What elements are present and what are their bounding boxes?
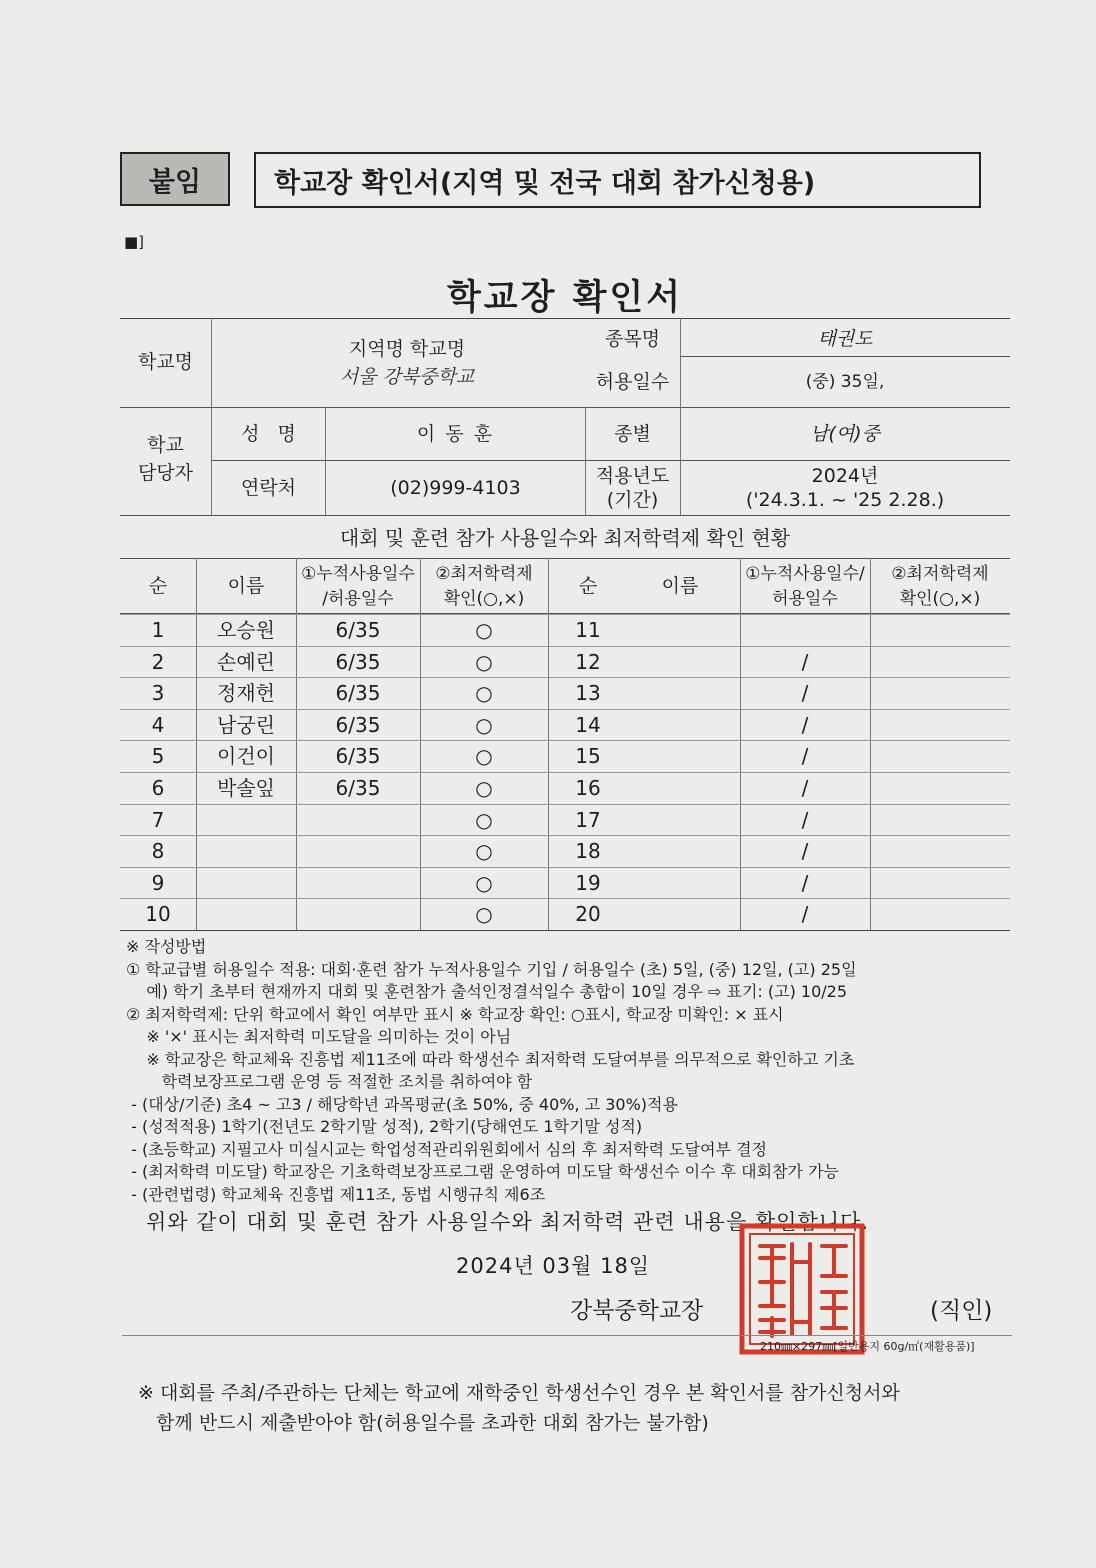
table-rule xyxy=(212,460,1010,461)
academic-check: ○ xyxy=(475,839,493,863)
row-number: 13 xyxy=(575,681,601,705)
academic-check: ○ xyxy=(475,744,493,768)
row-number: 7 xyxy=(151,808,165,832)
row-number: 17 xyxy=(575,808,601,832)
row-number: 11 xyxy=(575,618,601,642)
row-number: 20 xyxy=(575,902,601,926)
athlete-name: 박솔잎 xyxy=(217,776,275,800)
contact-value: (02)999-4103 xyxy=(390,476,521,499)
used-days: / xyxy=(801,681,809,705)
section-marker: ■] xyxy=(124,233,145,251)
school-name-caption: 지역명 학교명 xyxy=(348,337,466,360)
used-days: / xyxy=(801,808,809,832)
manager-name-label: 성 명 xyxy=(241,422,296,445)
row-number: 10 xyxy=(145,902,171,926)
col-header-no-right: 순 xyxy=(578,574,598,597)
table-rule xyxy=(120,515,1010,516)
col-header-academic-right-line1: ②최저학력제 xyxy=(891,563,989,584)
used-days: / xyxy=(801,744,809,768)
confirm-statement: 위와 같이 대회 및 훈련 참가 사용일수와 최저학력 관련 내용을 확인합니다. xyxy=(146,1210,870,1234)
used-days: 6/35 xyxy=(335,744,381,768)
academic-check: ○ xyxy=(475,681,493,705)
table-rule xyxy=(680,356,1010,357)
col-header-days-right-line1: ①누적사용일수/ xyxy=(745,563,865,584)
academic-check: ○ xyxy=(475,902,493,926)
col-header-days-line2: /허용일수 xyxy=(322,588,394,609)
academic-check: ○ xyxy=(475,618,493,642)
academic-check: ○ xyxy=(475,776,493,800)
athlete-name xyxy=(196,867,296,899)
allowed-days-value: (중) 35일, xyxy=(805,371,885,392)
row-number: 1 xyxy=(151,618,165,642)
used-days: 6/35 xyxy=(335,618,381,642)
col-header-days-line1: ①누적사용일수 xyxy=(301,563,415,584)
form-title-text: 학교장 확인서(지역 및 전국 대회 참가신청용) xyxy=(274,167,816,199)
row-number: 4 xyxy=(151,713,165,737)
used-days: 6/35 xyxy=(335,776,381,800)
sport-label: 종목명 xyxy=(604,327,661,350)
year-value-line1: 2024년 xyxy=(811,464,879,487)
gender-label: 종별 xyxy=(614,422,651,445)
used-days xyxy=(296,835,420,867)
table-rule xyxy=(120,407,1010,408)
note-line: ※ 학교장은 학교체육 진흥법 제11조에 따라 학생선수 최저학력 도달여부를 의무적으로 확인하고 기초 xyxy=(126,1049,855,1069)
note-line: ② 최저학력제: 단위 학교에서 확인 여부만 표시 ※ 학교장 확인: ○표시, 학교장 미확인: × 표시 xyxy=(126,1004,784,1024)
col-header-academic-right-line2: 확인(○,×) xyxy=(899,588,981,609)
allowed-days-label: 허용일수 xyxy=(595,370,670,393)
note-line: 학력보장프로그램 운영 등 적절한 조치를 취하여야 함 xyxy=(126,1072,533,1091)
athlete-name xyxy=(196,835,296,867)
notes-heading: ※ 작성방법 xyxy=(126,937,207,956)
col-header-days-right-line2: 허용일수 xyxy=(772,588,838,609)
paper-spec: 210㎜×297㎜[일반용지 60g/㎡(재활용품)] xyxy=(760,1340,975,1353)
gender-value: 남(여)중 xyxy=(810,422,880,445)
athlete-name xyxy=(196,898,296,930)
athlete-name: 이건이 xyxy=(217,744,275,768)
row-number: 9 xyxy=(151,871,165,895)
manager-name-value: 이 동 훈 xyxy=(416,422,495,445)
used-days: / xyxy=(801,871,809,895)
note-line: - (초등학교) 지필고사 미실시교는 학업성적관리위원회에서 심의 후 최저학력 도달여부 결정 xyxy=(126,1139,767,1159)
year-value-line2: ('24.3.1. ~ '25 2.28.) xyxy=(745,488,945,511)
issue-date: 2024년 03월 18일 xyxy=(456,1254,651,1278)
note-line: ① 학교급별 허용일수 적용: 대회·훈련 참가 누적사용일수 기입 / 허용일수 (초) 5일, (중) 12일, (고) 25일 xyxy=(126,959,857,979)
row-number: 6 xyxy=(151,776,165,800)
form-title xyxy=(254,152,981,208)
used-days: / xyxy=(801,776,809,800)
academic-check: ○ xyxy=(475,650,493,674)
row-number: 16 xyxy=(575,776,601,800)
athlete-name: 남궁린 xyxy=(217,713,275,737)
contact-label: 연락처 xyxy=(240,476,297,499)
athlete-name: 정재헌 xyxy=(217,681,275,705)
col-header-academic-line1: ②최저학력제 xyxy=(435,563,533,584)
athlete-name: 오승원 xyxy=(217,618,275,642)
used-days: 6/35 xyxy=(335,681,381,705)
row-number: 5 xyxy=(151,744,165,768)
academic-check: ○ xyxy=(475,713,493,737)
row-number: 2 xyxy=(151,650,165,674)
sport-value: 태권도 xyxy=(817,327,873,350)
used-days xyxy=(296,804,420,836)
seal-label: (직인) xyxy=(930,1298,993,1324)
footer-note xyxy=(138,1378,1018,1438)
used-days: / xyxy=(801,839,809,863)
note-line: 예) 학기 초부터 현재까지 대회 및 훈련참가 출석인정결석일수 총합이 10일 경우 ⇨ 표기: (고) 10/25 xyxy=(126,982,848,1001)
year-label-line2: (기간) xyxy=(606,488,659,511)
used-days: / xyxy=(801,650,809,674)
page-title: 학교장 확인서 xyxy=(446,278,684,318)
table-rule xyxy=(120,558,1010,559)
col-header-no: 순 xyxy=(148,574,168,597)
used-days: 6/35 xyxy=(335,713,381,737)
used-days xyxy=(296,898,420,930)
manager-label-line1: 학교 xyxy=(147,433,184,456)
athlete-name: 손예린 xyxy=(217,650,275,674)
section-title: 대회 및 훈련 참가 사용일수와 최저학력제 확인 현황 xyxy=(339,526,791,550)
note-line: - (대상/기준) 초4 ~ 고3 / 해당학년 과목평균(초 50%, 중 40%, 고 30%)적용 xyxy=(126,1094,678,1114)
table-top-border xyxy=(120,318,1010,319)
divider-line xyxy=(122,1335,1012,1336)
used-days: 6/35 xyxy=(335,650,381,674)
attachment-label: 붙임 xyxy=(120,152,230,206)
col-header-name: 이름 xyxy=(227,574,265,597)
row-number: 8 xyxy=(151,839,165,863)
academic-check: ○ xyxy=(475,808,493,832)
row-number: 12 xyxy=(575,650,601,674)
used-days xyxy=(296,867,420,899)
footer-note-line1: ※ 대회를 주최/주관하는 단체는 학교에 재학중인 학생선수인 경우 본 확인서를 참가신청서와 xyxy=(138,1382,900,1404)
note-line: - (관련법령) 학교체육 진흥법 제11조, 동법 시행규칙 제6조 xyxy=(126,1184,546,1204)
row-number: 15 xyxy=(575,744,601,768)
col-header-name-right: 이름 xyxy=(661,574,699,597)
athlete-name xyxy=(196,804,296,836)
school-label: 학교명 xyxy=(137,351,194,374)
manager-label-line2: 담당자 xyxy=(137,461,194,484)
row-number: 14 xyxy=(575,713,601,737)
academic-check: ○ xyxy=(475,871,493,895)
writing-instructions xyxy=(126,936,1026,1206)
used-days: / xyxy=(801,713,809,737)
school-name-value: 서울 강북중학교 xyxy=(339,365,475,388)
used-days: / xyxy=(801,902,809,926)
row-number: 18 xyxy=(575,839,601,863)
signer-title: 강북중학교장 xyxy=(570,1298,704,1324)
note-line: - (성적적용) 1학기(전년도 2학기말 성적), 2학기(당해연도 1학기말 성적) xyxy=(126,1117,643,1136)
year-label-line1: 적용년도 xyxy=(595,464,670,487)
table-row-line xyxy=(120,930,1010,931)
row-number: 3 xyxy=(151,681,165,705)
footer-note-line2: 함께 반드시 제출받아야 함(허용일수를 초과한 대회 참가는 불가함) xyxy=(138,1412,709,1434)
note-line: ※ '×' 표시는 최저학력 미도달을 의미하는 것이 아님 xyxy=(126,1027,512,1046)
used-days xyxy=(740,614,870,646)
col-header-academic-line2: 확인(○,×) xyxy=(443,588,525,609)
note-line: - (최저학력 미도달) 학교장은 기초학력보장프로그램 운영하여 미도달 학생선수 이수 후 대회참가 가능 xyxy=(126,1162,839,1181)
row-number: 19 xyxy=(575,871,601,895)
